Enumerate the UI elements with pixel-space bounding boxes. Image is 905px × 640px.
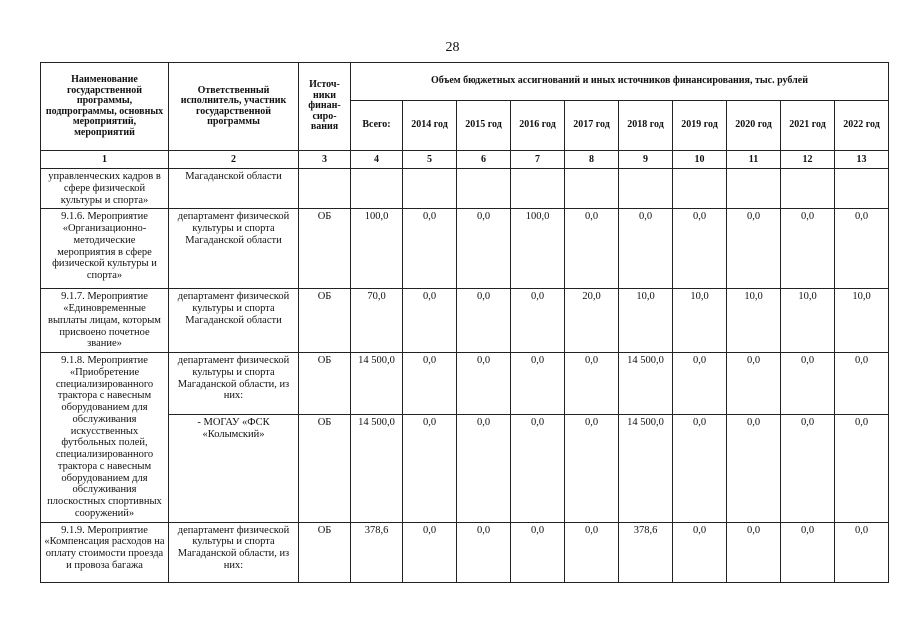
row-source [299,169,351,209]
row-value: 0,0 [565,415,619,522]
row-value: 14 500,0 [619,353,673,415]
row-name: 9.1.6. Мероприятие «Организационно-методические мероприятия в сфере физической культуры и спорта» [41,209,169,289]
row-name: 9.1.8. Мероприятие «Приобретение специализированного трактора с навесным оборудованием для обслуживания искусственных футбольных полей, специализированного трактора с навесным оборудованием для обслуживания плоскостных спортивных сооружений» [41,353,169,523]
row-value: 0,0 [565,353,619,415]
row-value [673,169,727,209]
row-value: 0,0 [835,415,889,522]
row-value: 0,0 [511,289,565,353]
row-source: ОБ [299,415,351,522]
column-number: 6 [457,151,511,169]
header-year: 2018 год [619,101,673,151]
row-value: 14 500,0 [351,415,403,522]
header-year: 2017 год [565,101,619,151]
row-value: 0,0 [835,522,889,582]
row-value: 20,0 [565,289,619,353]
row-value: 0,0 [619,209,673,289]
row-value: 0,0 [727,415,781,522]
row-value: 0,0 [403,353,457,415]
row-name: управленческих кадров в сфере физической культуры и спорта» [41,169,169,209]
row-value [619,169,673,209]
row-value: 10,0 [673,289,727,353]
header-year: 2014 год [403,101,457,151]
table-row [41,169,889,209]
row-value [457,169,511,209]
row-value: 100,0 [511,209,565,289]
column-number: 3 [299,151,351,169]
row-value: 0,0 [457,353,511,415]
column-number: 11 [727,151,781,169]
row-value: 70,0 [351,289,403,353]
row-value: 0,0 [565,522,619,582]
table-row [41,353,889,415]
row-responsible: департамент физической культуры и спорта Магаданской области, из них: [169,522,299,582]
row-source: ОБ [299,522,351,582]
row-value: 0,0 [511,415,565,522]
row-value: 0,0 [511,353,565,415]
row-value: 378,6 [351,522,403,582]
row-value: 0,0 [727,353,781,415]
column-number: 8 [565,151,619,169]
header-year: 2022 год [835,101,889,151]
table-row [41,415,889,522]
row-responsible: - МОГАУ «ФСК «Колымский» [169,415,299,522]
table-row [41,289,889,353]
row-source: ОБ [299,289,351,353]
column-number: 2 [169,151,299,169]
row-value: 10,0 [619,289,673,353]
row-value: 10,0 [835,289,889,353]
row-value: 10,0 [781,289,835,353]
row-value: 0,0 [457,289,511,353]
row-source: ОБ [299,209,351,289]
row-value: 0,0 [403,415,457,522]
row-responsible: Магаданской области [169,169,299,209]
header-year: 2020 год [727,101,781,151]
column-number-row [41,151,889,169]
row-value: 0,0 [457,415,511,522]
header-volume: Объем бюджетных ассигнований и иных источников финансирования, тыс. рублей [351,63,889,101]
row-value [781,169,835,209]
row-value: 0,0 [457,209,511,289]
header-year: 2015 год [457,101,511,151]
column-number: 10 [673,151,727,169]
column-number: 7 [511,151,565,169]
column-number: 5 [403,151,457,169]
column-number: 13 [835,151,889,169]
table-row [41,522,889,582]
row-value: 0,0 [781,522,835,582]
row-value: 0,0 [511,522,565,582]
row-value: 10,0 [727,289,781,353]
row-source: ОБ [299,353,351,415]
header-name: Наименование государственной программы, подпрограммы, основных мероприятий, мероприятий [41,63,169,151]
row-value: 100,0 [351,209,403,289]
header-source: Источ-ники финан-сиро-вания [299,63,351,151]
table-row [41,209,889,289]
row-responsible: департамент физической культуры и спорта Магаданской области [169,209,299,289]
column-number: 9 [619,151,673,169]
column-number: 1 [41,151,169,169]
row-value: 0,0 [403,289,457,353]
header-responsible: Ответственный исполнитель, участник государственной программы [169,63,299,151]
row-responsible: департамент физической культуры и спорта Магаданской области, из них: [169,353,299,415]
row-name: 9.1.7. Мероприятие «Единовременные выплаты лицам, которым присвоено почетное звание» [41,289,169,353]
row-value: 14 500,0 [619,415,673,522]
row-name: 9.1.9. Мероприятие «Компенсация расходов на оплату стоимости проезда и провоза багажа [41,522,169,582]
row-value: 0,0 [673,415,727,522]
row-value: 0,0 [835,209,889,289]
row-value [511,169,565,209]
row-value [727,169,781,209]
row-value: 14 500,0 [351,353,403,415]
page-number: 28 [445,40,460,55]
row-value: 0,0 [457,522,511,582]
row-value [403,169,457,209]
row-value: 0,0 [781,209,835,289]
row-value: 0,0 [673,353,727,415]
row-value: 0,0 [403,522,457,582]
header-year: 2019 год [673,101,727,151]
row-value: 0,0 [781,415,835,522]
column-number: 4 [351,151,403,169]
header-total: Всего: [351,101,403,151]
row-value: 0,0 [673,209,727,289]
column-number: 12 [781,151,835,169]
row-value [835,169,889,209]
row-value [565,169,619,209]
row-value: 0,0 [727,522,781,582]
budget-table [40,62,889,583]
row-value: 0,0 [403,209,457,289]
row-value: 0,0 [673,522,727,582]
row-responsible: департамент физической культуры и спорта Магаданской области [169,289,299,353]
row-value: 0,0 [781,353,835,415]
row-value: 0,0 [835,353,889,415]
header-year: 2016 год [511,101,565,151]
header-year: 2021 год [781,101,835,151]
row-value: 378,6 [619,522,673,582]
row-value: 0,0 [727,209,781,289]
row-value: 0,0 [565,209,619,289]
row-value [351,169,403,209]
